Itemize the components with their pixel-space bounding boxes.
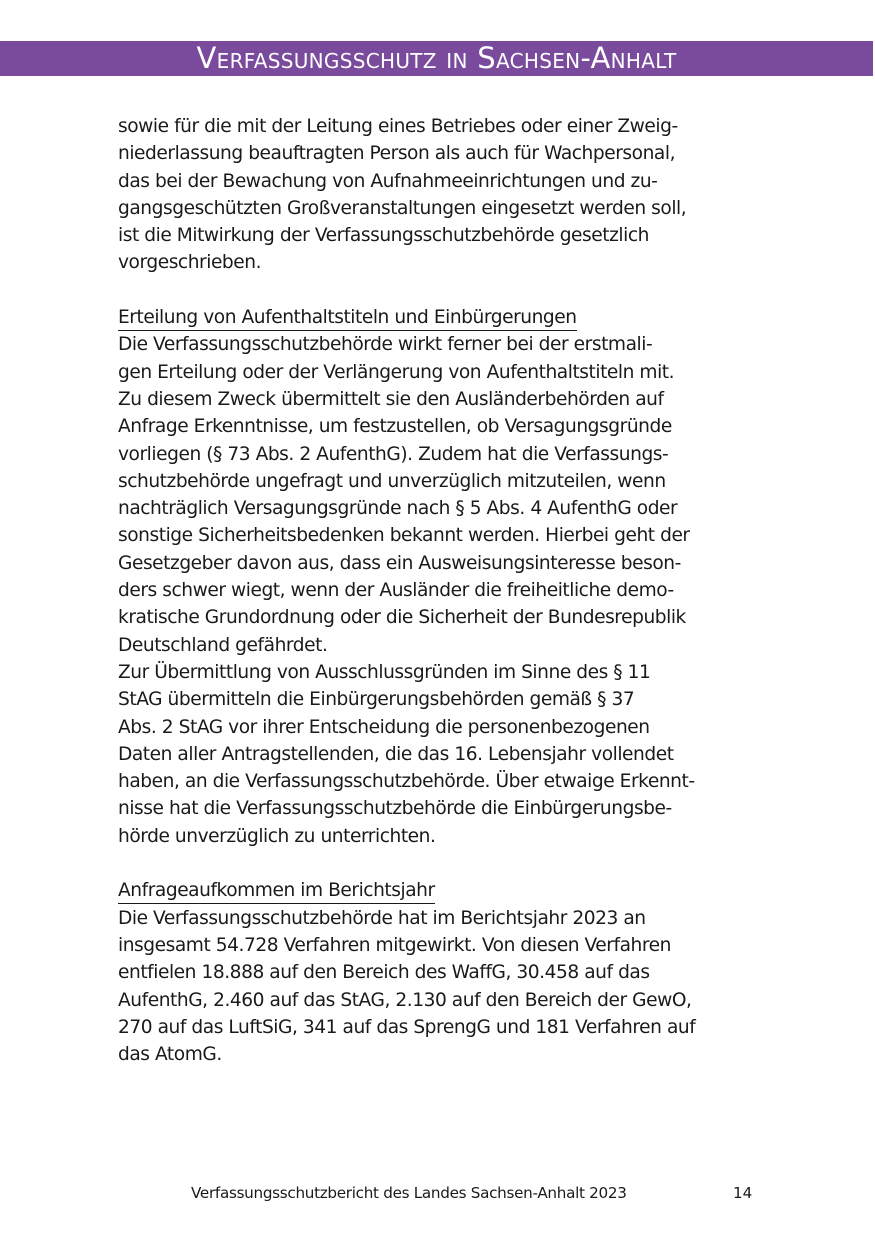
text-line: Deutschland gefährdet. bbox=[118, 634, 328, 656]
text-line: Die Verfassungsschutzbehörde wirkt ferner bei der erstmali- bbox=[118, 334, 653, 356]
intro-paragraph bbox=[118, 113, 778, 277]
text-line: das bei der Bewachung von Aufnahmeeinrichtungen und zu- bbox=[118, 170, 658, 192]
section-heading: Anfrageaufkommen im Berichtsjahr bbox=[118, 878, 435, 904]
text-line: schutzbehörde ungefragt und unverzüglich mitzuteilen, wenn bbox=[118, 470, 666, 492]
text-line: Daten aller Antragstellenden, die das 16. Lebensjahr vollendet bbox=[118, 743, 674, 765]
text-line: AufenthG, 2.460 auf das StAG, 2.130 auf den Bereich der GewO, bbox=[118, 989, 692, 1011]
footer-report-title: Verfassungsschutzbericht des Landes Sachsen-Anhalt 2023 bbox=[191, 1184, 627, 1202]
text-line: 270 auf das LuftSiG, 341 auf das SprengG und 181 Verfahren auf bbox=[118, 1016, 696, 1038]
text-line: kratische Grundordnung oder die Sicherheit der Bundesrepublik bbox=[118, 607, 686, 629]
page-content bbox=[118, 113, 778, 1068]
section-heading-wrap bbox=[118, 304, 778, 331]
text-line: sonstige Sicherheitsbedenken bekannt werden. Hierbei geht der bbox=[118, 525, 690, 547]
text-line: Abs. 2 StAG vor ihrer Entscheidung die personenbezogenen bbox=[118, 716, 650, 738]
text-line: Zur Übermittlung von Ausschlussgründen im Sinne des § 11 bbox=[118, 661, 651, 683]
text-line: hörde unverzüglich zu unterrichten. bbox=[118, 825, 436, 847]
text-line: das AtomG. bbox=[118, 1044, 222, 1066]
text-line: Zu diesem Zweck übermittelt sie den Ausländerbehörden auf bbox=[118, 388, 664, 410]
text-line: nisse hat die Verfassungsschutzbehörde die Einbürgerungsbe- bbox=[118, 798, 672, 820]
text-line: Gesetzgeber davon aus, dass ein Ausweisungsinteresse beson- bbox=[118, 552, 681, 574]
page-number: 14 bbox=[733, 1184, 753, 1202]
page-header-title: Verfassungsschutz in Sachsen-Anhalt bbox=[196, 41, 677, 75]
text-line: haben, an die Verfassungsschutzbehörde. Über etwaige Erkennt- bbox=[118, 771, 695, 793]
text-line: vorliegen (§ 73 Abs. 2 AufenthG). Zudem hat die Verfassungs- bbox=[118, 443, 669, 465]
section-anfrageaufkommen bbox=[118, 877, 778, 1068]
page-header-bar bbox=[0, 41, 873, 76]
text-line: Die Verfassungsschutzbehörde hat im Berichtsjahr 2023 an bbox=[118, 907, 646, 929]
section-heading-wrap bbox=[118, 877, 778, 904]
text-line: gen Erteilung oder der Verlängerung von Aufenthaltstiteln mit. bbox=[118, 361, 675, 383]
page-footer bbox=[0, 1182, 875, 1206]
section-aufenthaltstitel bbox=[118, 304, 778, 850]
section-heading: Erteilung von Aufenthaltstiteln und Einbürgerungen bbox=[118, 305, 577, 331]
text-line: entfielen 18.888 auf den Bereich des WaffG, 30.458 auf das bbox=[118, 962, 650, 984]
paragraph-gap bbox=[118, 277, 778, 304]
text-line: Anfrage Erkenntnisse, um festzustellen, ob Versagungsgründe bbox=[118, 416, 672, 438]
text-line: insgesamt 54.728 Verfahren mitgewirkt. Von diesen Verfahren bbox=[118, 934, 671, 956]
paragraph-gap bbox=[118, 850, 778, 877]
text-line: StAG übermitteln die Einbürgerungsbehörden gemäß § 37 bbox=[118, 689, 635, 711]
text-line: nachträglich Versagungsgründe nach § 5 Abs. 4 AufenthG oder bbox=[118, 498, 678, 520]
text-line: ders schwer wiegt, wenn der Ausländer die freiheitliche demo- bbox=[118, 580, 674, 602]
text-line: sowie für die mit der Leitung eines Betriebes oder einer Zweig- bbox=[118, 116, 678, 137]
text-line: vorgeschrieben. bbox=[118, 252, 262, 274]
text-line: gangsgeschützten Großveranstaltungen eingesetzt werden soll, bbox=[118, 197, 687, 219]
text-line: ist die Mitwirkung der Verfassungsschutzbehörde gesetzlich bbox=[118, 225, 649, 247]
text-line: niederlassung beauftragten Person als auch für Wachpersonal, bbox=[118, 143, 676, 165]
